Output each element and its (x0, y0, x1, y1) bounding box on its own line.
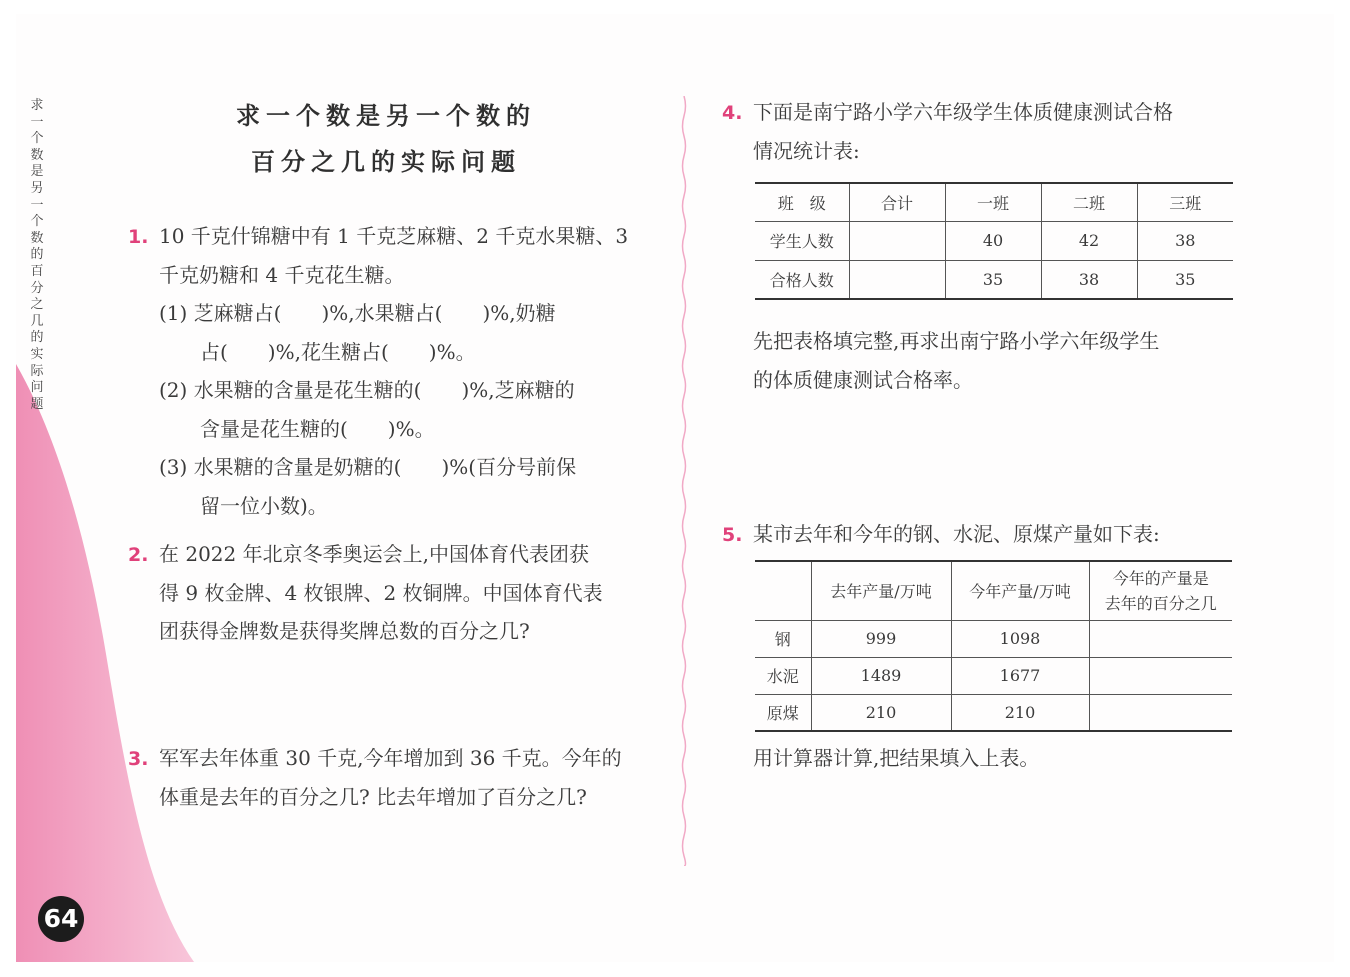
q2-line: 在 2022 年北京冬季奥运会上,中国体育代表团获 (159, 542, 589, 566)
table-blank-cell[interactable] (849, 221, 945, 260)
question-4-number: 4. (722, 102, 743, 124)
q1-line: 10 千克什锦糖中有 1 千克芝麻糖、2 千克水果糖、3 (159, 224, 629, 248)
q1-sub3-line: (3) 水果糖的含量是奶糖的( )%(百分号前保 (159, 455, 577, 479)
q1-sub1-line: (1) 芝麻糖占( )%,水果糖占( )%,奶糖 (159, 301, 556, 325)
q1-sub2-line: (2) 水果糖的含量是花生糖的( )%,芝麻糖的 (159, 378, 575, 402)
table-row-label: 合格人数 (755, 260, 849, 299)
header-line: 去年的百分之几 (1104, 593, 1217, 613)
question-1-text (159, 217, 628, 525)
table-row-label: 钢 (755, 620, 811, 657)
header-line: 今年的产量是 (1112, 568, 1209, 588)
table-row-label: 原煤 (755, 694, 811, 731)
q4-line: 下面是南宁路小学六年级学生体质健康测试合格 (753, 100, 1173, 124)
table-header-cell: 二班 (1041, 183, 1137, 221)
table-header-cell: 今年产量/万吨 (951, 561, 1089, 620)
side-title: 求一个数是另一个数的百分之几的实际问题 (30, 98, 44, 412)
table-header-cell (1089, 561, 1232, 620)
table-cell: 1677 (951, 657, 1089, 694)
q3-line: 军军去年体重 30 千克,今年增加到 36 千克。今年的 (159, 746, 622, 770)
question-5-instruction: 用计算器计算,把结果填入上表。 (753, 746, 1040, 770)
table-cell: 1098 (951, 620, 1089, 657)
workbook-page (16, 14, 1334, 962)
q1-sub1-line: 占( )%,花生糖占( )%。 (200, 339, 476, 364)
production-table (755, 560, 1232, 732)
question-3-text (159, 739, 622, 816)
table-cell: 42 (1041, 221, 1137, 260)
q1-line: 千克奶糖和 4 千克花生糖。 (159, 262, 405, 287)
table-header-cell: 三班 (1137, 183, 1233, 221)
question-5-text: 某市去年和今年的钢、水泥、原煤产量如下表: (753, 522, 1160, 546)
table-cell: 38 (1041, 260, 1137, 299)
table-cell: 999 (811, 620, 951, 657)
question-2-text (159, 535, 603, 651)
question-4-text (753, 93, 1173, 170)
column-divider (680, 96, 688, 866)
table-cell: 35 (1175, 269, 1196, 289)
table-row-label: 水泥 (755, 657, 811, 694)
table-header-cell: 去年产量/万吨 (811, 561, 951, 620)
table-header-cell: 合计 (849, 183, 945, 221)
question-4-instruction (753, 322, 1159, 399)
table-blank-cell[interactable] (1089, 694, 1232, 731)
table-cell: 1489 (811, 657, 951, 694)
q4-after-line: 先把表格填完整,再求出南宁路小学六年级学生 (753, 329, 1160, 353)
q3-line: 体重是去年的百分之几? 比去年增加了百分之几? (159, 784, 587, 809)
table-cell: 38 (1137, 221, 1233, 260)
q2-line: 得 9 枚金牌、4 枚银牌、2 枚铜牌。中国体育代表 (159, 580, 603, 605)
question-1-number: 1. (128, 226, 149, 248)
table-cell: 210 (811, 694, 951, 731)
table-cell: 210 (951, 694, 1089, 731)
table-header-cell: 班 级 (755, 183, 849, 221)
table-cell: 40 (945, 221, 1041, 260)
table-header-cell (755, 561, 811, 620)
table-blank-cell[interactable] (1089, 620, 1232, 657)
health-test-table (755, 182, 1233, 300)
question-2-number: 2. (128, 544, 149, 566)
question-3-number: 3. (128, 748, 149, 770)
section-title-line2: 百分之几的实际问题 (251, 147, 521, 176)
table-blank-cell[interactable] (849, 260, 945, 299)
q4-line: 情况统计表: (753, 138, 860, 163)
table-header-cell: 一班 (945, 183, 1041, 221)
q2-line: 团获得金牌数是获得奖牌总数的百分之几? (159, 619, 530, 643)
section-title-line1: 求一个数是另一个数的 (236, 101, 536, 130)
table-row-label: 学生人数 (755, 221, 849, 260)
q4-after-line: 的体质健康测试合格率。 (753, 367, 973, 392)
question-5-number: 5. (722, 524, 743, 546)
q1-sub3-line: 留一位小数)。 (200, 493, 328, 518)
page-number: 64 (38, 896, 84, 942)
table-cell: 35 (945, 260, 1041, 299)
q1-sub2-line: 含量是花生糖的( )%。 (200, 416, 435, 441)
table-blank-cell[interactable] (1089, 657, 1232, 694)
